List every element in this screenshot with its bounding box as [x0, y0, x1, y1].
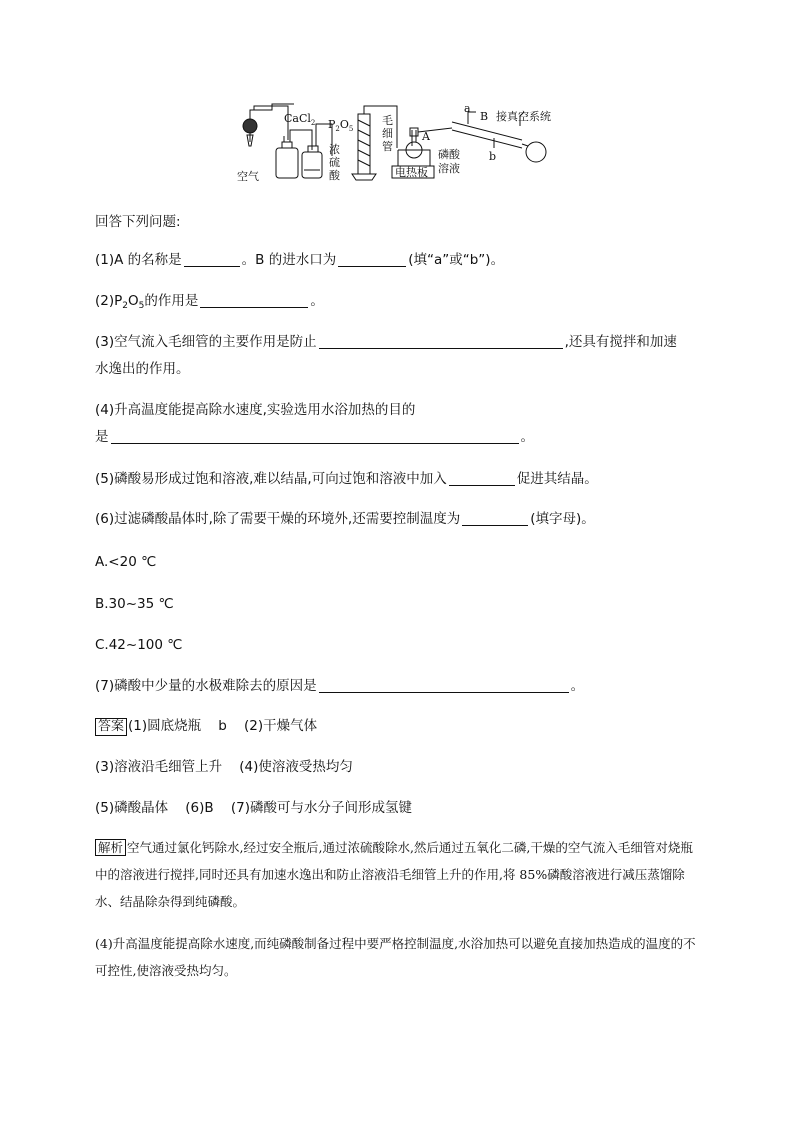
answer-line-2: (3)溶液沿毛细管上升 (4)使溶液受热均匀 — [95, 759, 353, 775]
answer-blank-1a[interactable] — [184, 252, 240, 267]
answer-blank-6[interactable] — [462, 511, 528, 526]
answer-blank-2[interactable] — [200, 293, 308, 308]
label-acid-1: 浓 — [329, 143, 340, 156]
question-2: $(2)P_2O_5$的作用是 。 — [95, 293, 324, 311]
label-heater: 电热板 — [395, 166, 428, 179]
option-c: C.42~100 ℃ — [95, 637, 183, 653]
question-1: (1)A 的名称是 。B 的进水口为 (填“a”或“b”)。 — [95, 252, 505, 268]
label-p2o5: $P_2O_5$ — [328, 118, 354, 133]
option-b: B.30~35 ℃ — [95, 596, 174, 612]
label-phosphoric-2: 溶液 — [438, 162, 460, 175]
label-capillary-3: 管 — [382, 140, 393, 153]
answer-tag: 答案 — [95, 718, 127, 736]
label-a: a — [464, 102, 471, 115]
question-4-line2: 是 。 — [95, 429, 534, 445]
label-capillary-1: 毛 — [382, 114, 393, 127]
label-A: A — [422, 130, 430, 143]
question-6: (6)过滤磷酸晶体时,除了需要干燥的环境外,还需要控制温度为 (填字母)。 — [95, 511, 595, 527]
intro-text: 回答下列问题: — [95, 214, 181, 230]
question-3-line2: 水逸出的作用。 — [95, 361, 190, 377]
question-3: (3)空气流入毛细管的主要作用是防止 ,还具有搅拌和加速 — [95, 334, 677, 350]
label-acid-2: 硫 — [329, 156, 340, 169]
option-a: A.<20 ℃ — [95, 554, 157, 570]
label-phosphoric-1: 磷酸 — [438, 148, 460, 161]
label-capillary-2: 细 — [382, 127, 393, 140]
label-cacl2: CaCl$_2$ — [284, 112, 316, 127]
analysis-paragraph-1: 解析 空气通过氯化钙除水,经过安全瓶后,通过浓硫酸除水,然后通过五氧化二磷,干燥的空气流入毛细管对烧瓶中的溶液进行搅拌,同时还具有加速水逸出和防止溶液沿毛细管上升的作用,将 85%磷酸溶液进行减压蒸馏除水、结晶除杂得到纯磷酸。 — [95, 840, 693, 909]
analysis-paragraph-2: (4)升高温度能提高除水速度,而纯磷酸制备过程中要严格控制温度,水浴加热可以避免直接加热造成的温度的不可控性,使溶液受热均匀。 — [95, 936, 696, 978]
question-5: (5)磷酸易形成过饱和溶液,难以结晶,可向过饱和溶液中加入 促进其结晶。 — [95, 471, 598, 487]
label-vacuum: 接真空系统 — [496, 110, 551, 123]
answer-blank-7[interactable] — [319, 678, 569, 693]
answer-blank-1b[interactable] — [338, 252, 406, 267]
answer-blank-4[interactable] — [111, 429, 519, 444]
question-7: (7)磷酸中少量的水极难除去的原因是 。 — [95, 678, 585, 694]
label-b: b — [489, 150, 497, 163]
answer-blank-3[interactable] — [319, 334, 563, 349]
apparatus-diagram — [232, 100, 562, 186]
analysis-tag: 解析 — [95, 839, 126, 856]
label-B: B — [480, 110, 489, 123]
label-air: 空气 — [237, 170, 259, 183]
answer-line-3: (5)磷酸晶体 (6)B (7)磷酸可与水分子间形成氢键 — [95, 800, 412, 816]
answer-line-1: 答案 (1)圆底烧瓶 b (2)干燥气体 — [95, 716, 317, 736]
answer-blank-5[interactable] — [449, 471, 515, 486]
question-4: (4)升高温度能提高除水速度,实验选用水浴加热的目的 — [95, 402, 416, 418]
label-acid-3: 酸 — [329, 169, 340, 182]
